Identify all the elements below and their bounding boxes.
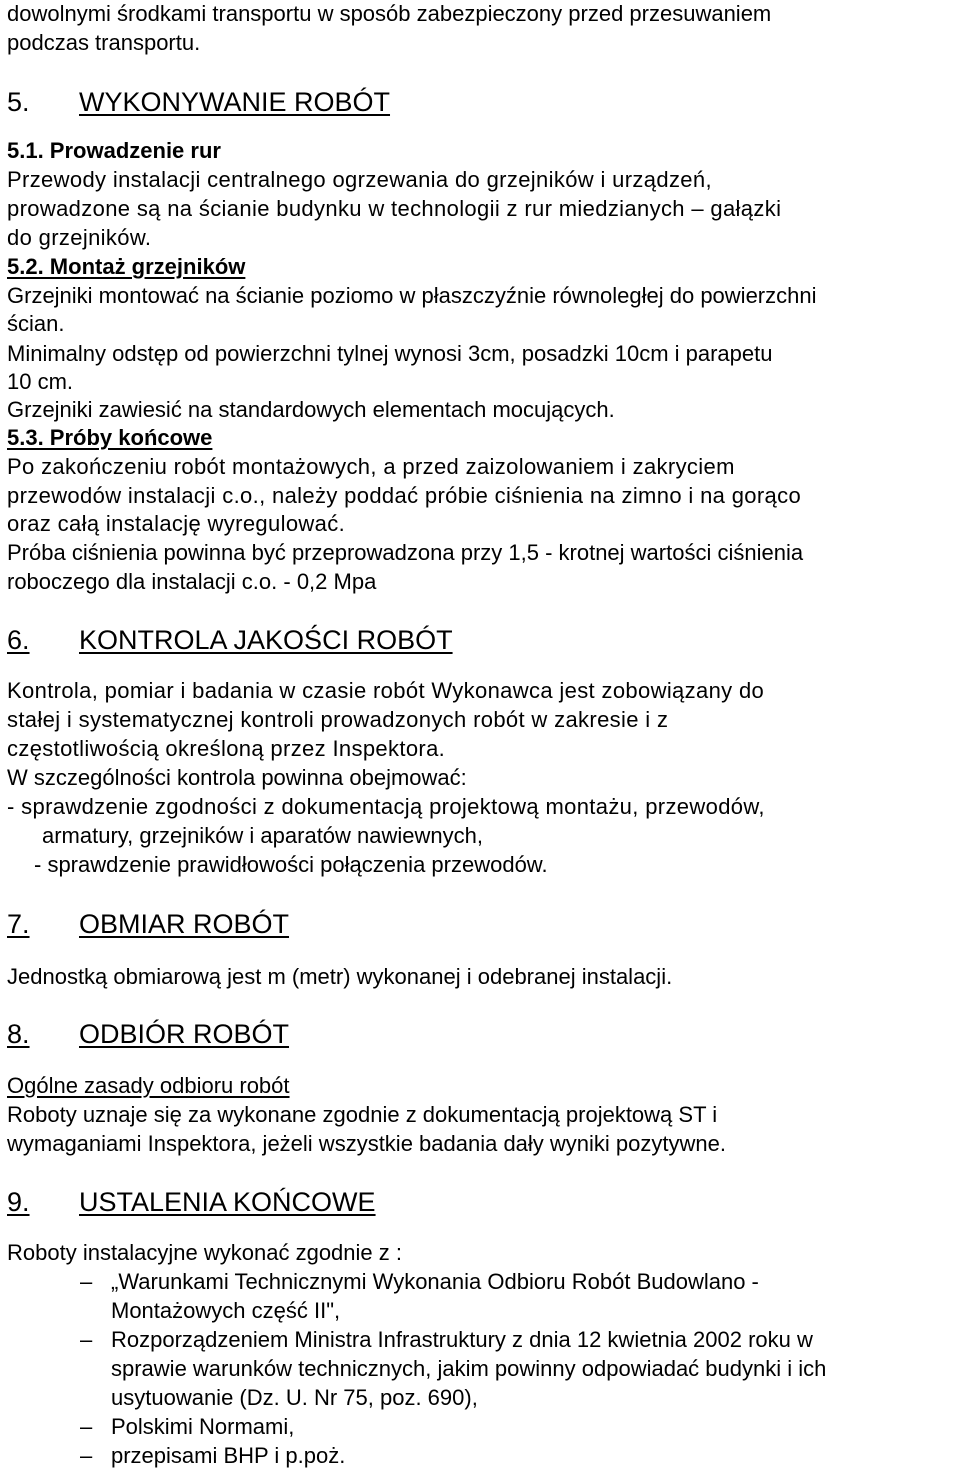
list-item-4: przepisami BHP i p.poż. — [111, 1443, 346, 1468]
list-bullet: – — [80, 1269, 93, 1294]
section-5-2-line-2: ścian. — [7, 311, 65, 336]
section-5-3-line-5: roboczego dla instalacji c.o. - 0,2 Mpa — [7, 569, 377, 594]
list-item-1-line-2: Montażowych część II", — [111, 1298, 341, 1323]
section-6-line-7: - sprawdzenie prawidłowości połączenia przewodów. — [34, 852, 548, 877]
section-5-2-heading: 5.2. Montaż grzejników — [7, 254, 246, 279]
section-5-2-line-4: 10 cm. — [7, 369, 74, 394]
section-8-line-2: wymaganiami Inspektora, jeżeli wszystkie badania dały wyniki pozytywne. — [7, 1131, 726, 1156]
list-item-1-line-1: „Warunkami Technicznymi Wykonania Odbioru Robót Budowlano - — [111, 1269, 759, 1294]
section-9-heading — [7, 1186, 376, 1218]
section-6-line-5: - sprawdzenie zgodności z dokumentacją projektową montażu, przewodów, — [7, 794, 765, 819]
section-9-title: USTALENIA KOŃCOWE — [79, 1187, 376, 1217]
section-6-heading — [7, 624, 453, 656]
list-bullet: – — [80, 1414, 93, 1439]
section-7-line: Jednostką obmiarową jest m (metr) wykonanej i odebranej instalacji. — [7, 964, 673, 989]
section-5-1-line-1: Przewody instalacji centralnego ogrzewania do grzejników i urządzeń, — [7, 167, 712, 192]
list-item-2-line-2: sprawie warunków technicznych, jakim powinny odpowiadać budynki i ich — [111, 1356, 827, 1381]
list-item-2-line-3: usytuowanie (Dz. U. Nr 75, poz. 690), — [111, 1385, 478, 1410]
section-5-3-line-2: przewodów instalacji c.o., należy poddać próbie ciśnienia na zimno i na gorąco — [7, 483, 802, 508]
list-bullet: – — [80, 1443, 93, 1468]
list-item-2-line-1: Rozporządzeniem Ministra Infrastruktury z dnia 12 kwietnia 2002 roku w — [111, 1327, 813, 1352]
section-6-title: KONTROLA JAKOŚCI ROBÓT — [79, 625, 453, 655]
section-5-number: 5. — [7, 87, 30, 117]
section-7-heading — [7, 908, 289, 940]
section-5-3-line-4: Próba ciśnienia powinna być przeprowadzona przy 1,5 - krotnej wartości ciśnienia — [7, 540, 804, 565]
section-6-line-4: W szczególności kontrola powinna obejmować: — [7, 765, 467, 790]
list-bullet: – — [80, 1327, 93, 1352]
section-6-line-3: częstotliwością określoną przez Inspektora. — [7, 736, 446, 761]
section-7-title: OBMIAR ROBÓT — [79, 909, 290, 939]
section-5-3-heading: 5.3. Próby końcowe — [7, 425, 213, 450]
section-9-intro: Roboty instalacyjne wykonać zgodnie z : — [7, 1240, 402, 1265]
intro-line-2: podczas transportu. — [7, 30, 201, 55]
section-5-1-line-2: prowadzone są na ścianie budynku w technologii z rur miedzianych – gałązki — [7, 196, 782, 221]
section-8-subheading: Ogólne zasady odbioru robót — [7, 1073, 290, 1098]
section-5-3-line-3: oraz całą instalację wyregulować. — [7, 511, 346, 536]
section-8-title: ODBIÓR ROBÓT — [79, 1019, 290, 1049]
section-5-1-heading: 5.1. Prowadzenie rur — [7, 138, 221, 163]
section-8-heading — [7, 1018, 289, 1050]
list-item-3: Polskimi Normami, — [111, 1414, 295, 1439]
section-6-line-6: armatury, grzejników i aparatów nawiewnych, — [42, 823, 483, 848]
section-5-1-line-3: do grzejników. — [7, 225, 152, 250]
section-9-number: 9. — [7, 1187, 30, 1217]
section-8-number: 8. — [7, 1019, 30, 1049]
section-6-line-1: Kontrola, pomiar i badania w czasie robót Wykonawca jest zobowiązany do — [7, 678, 765, 703]
section-5-2-line-5: Grzejniki zawiesić na standardowych elementach mocujących. — [7, 397, 615, 422]
section-5-title: WYKONYWANIE ROBÓT — [79, 87, 391, 117]
section-5-3-line-1: Po zakończeniu robót montażowych, a przed zaizolowaniem i zakryciem — [7, 454, 735, 479]
intro-line-1: dowolnymi środkami transportu w sposób zabezpieczony przed przesuwaniem — [7, 1, 772, 26]
section-6-number: 6. — [7, 625, 30, 655]
section-6-line-2: stałej i systematycznej kontroli prowadzonych robót w zakresie i z — [7, 707, 669, 732]
section-5-heading — [7, 86, 390, 118]
section-5-2-line-1: Grzejniki montować na ścianie poziomo w płaszczyźnie równoległej do powierzchni — [7, 283, 817, 308]
section-5-2-line-3: Minimalny odstęp od powierzchni tylnej wynosi 3cm, posadzki 10cm i parapetu — [7, 341, 773, 366]
section-8-line-1: Roboty uznaje się za wykonane zgodnie z dokumentacją projektową ST i — [7, 1102, 718, 1127]
section-7-number: 7. — [7, 909, 30, 939]
